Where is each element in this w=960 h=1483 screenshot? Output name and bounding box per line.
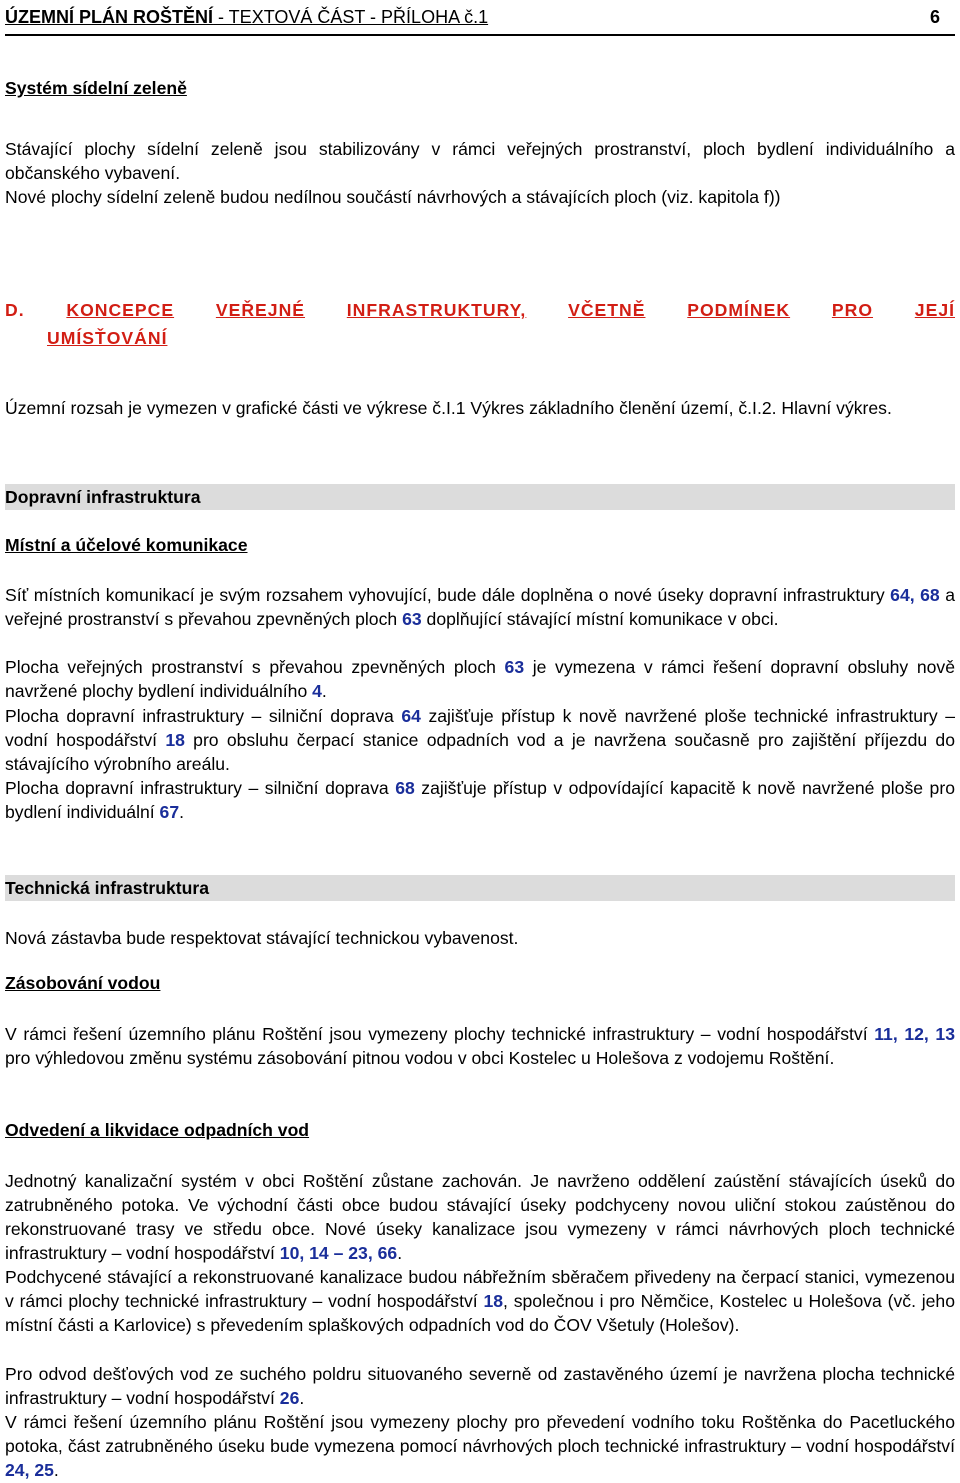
area-number: 24, 25	[5, 1460, 54, 1480]
transport-paragraph-3	[5, 704, 955, 776]
sewer-subheading: Odvedení a likvidace odpadních vod	[5, 1120, 310, 1140]
sewer-paragraph-4	[5, 1410, 955, 1482]
area-number: 18	[165, 730, 185, 750]
section-d-word: VČETNĚ	[568, 300, 646, 320]
sewer-paragraph-2	[5, 1265, 955, 1337]
section-d-intro: Územní rozsah je vymezen v grafické části ve výkrese č.I.1 Výkres základního členění území, č.I.2. Hlavní výkres.	[5, 398, 892, 418]
text-run: .	[53, 1460, 59, 1480]
page-header	[5, 4, 955, 36]
text-run: a veřejné prostranství s převahou zpevněných ploch	[5, 585, 955, 629]
water-subheading: Zásobování vodou	[5, 973, 161, 993]
area-number: 64, 68	[890, 585, 940, 605]
text-run: Podchycené stávající a rekonstruované kanalizace budou nábřežním sběračem přivedeny na čerpací stanici, vymezenou v rámci plochy technické infrastruktury – vodní hospodářství	[5, 1267, 955, 1311]
area-number: 63	[504, 657, 525, 677]
page-number: 6	[929, 7, 940, 27]
area-number: 10, 14 – 23, 66	[279, 1243, 398, 1263]
area-number: 11, 12, 13	[874, 1024, 955, 1044]
green-heading: Systém sídelní zeleně	[5, 78, 187, 98]
text-run: V rámci řešení územního plánu Roštění jsou vymezeny plochy pro převedení vodního toku Roštěnka do Pacetluckého potoka, část zatrubněného úseku bude vymezena pomocí návrhových ploch technické infrastruktury – vodní hospodářství	[5, 1412, 955, 1456]
text-run: Plocha veřejných prostranství s převahou zpevněných ploch	[5, 657, 505, 677]
section-d-word: JEJÍ	[914, 300, 955, 320]
area-number: 64	[401, 706, 421, 726]
transport-paragraph-4	[5, 776, 955, 824]
section-d-word: INFRASTRUKTURY,	[346, 300, 527, 320]
area-number: 67	[159, 802, 180, 822]
section-d-word: PRO	[831, 300, 874, 320]
section-d-line-2-text: UMÍSŤOVÁNÍ	[47, 328, 168, 348]
area-number: 26	[279, 1388, 300, 1408]
text-run: zajišťuje přístup v odpovídající kapacitě k nově navržené ploše pro bydlení individuální	[5, 778, 955, 822]
technical-intro: Nová zástavba bude respektovat stávající technickou vybavenost.	[5, 928, 519, 948]
technical-heading: Technická infrastruktura	[5, 875, 955, 901]
section-d-letter: D.	[5, 300, 25, 320]
green-paragraph-1: Stávající plochy sídelní zeleně jsou stabilizovány v rámci veřejných prostranství, ploch bydlení individuálního a občanského vybavení.	[5, 139, 955, 183]
text-run: .	[299, 1388, 305, 1408]
text-run: , společnou i pro Němčice, Kostelec u Holešova (vč. jeho místní části a Karlovice) s převedením splaškových odpadních vod do ČOV Všetuly (Holešov).	[5, 1291, 955, 1335]
area-number: 63	[402, 609, 422, 629]
text-run: .	[397, 1243, 403, 1263]
sewer-paragraph-1	[5, 1169, 955, 1265]
sewer-paragraph-3	[5, 1362, 955, 1410]
text-run: V rámci řešení územního plánu Roštění jsou vymezeny plochy technické infrastruktury – vodní hospodářství	[5, 1024, 875, 1044]
text-run: Plocha dopravní infrastruktury – silniční doprava	[5, 706, 402, 726]
text-run: Jednotný kanalizační systém v obci Roštění zůstane zachován. Je navrženo oddělení zaústění stávajících úseků do zatrubněného potoka. Ve východní části obce budou stávající úseky podchyceny novou uliční stokou zaústěnou do rekonstruované trasy ve středu obce. Nové úseky kanalizace jsou vymezeny v rámci návrhových ploch technické infrastruktury – vodní hospodářství	[5, 1171, 955, 1263]
text-run: zajišťuje přístup k nově navržené ploše technické infrastruktury – vodní hospodářství	[5, 706, 955, 750]
text-run: Pro odvod dešťových vod ze suchého poldru situovaného severně od zastavěného území je navržena plocha technické infrastruktury – vodní hospodářství	[5, 1364, 955, 1408]
green-paragraph-2: Nové plochy sídelní zeleně budou nedílnou součástí návrhových a stávajících ploch (viz. kapitola f))	[5, 187, 781, 207]
section-d-word: VEŘEJNÉ	[215, 300, 306, 320]
header-title	[5, 7, 488, 28]
area-number: 68	[395, 778, 415, 798]
text-run: Plocha dopravní infrastruktury – silniční doprava	[5, 778, 396, 798]
text-run: .	[179, 802, 185, 822]
section-d-word: KONCEPCE	[66, 300, 175, 320]
section-d-line-1	[5, 296, 955, 324]
text-run: je vymezena v rámci řešení dopravní obsluhy nově navržené plochy bydlení individuálního	[5, 657, 955, 701]
transport-paragraph-1	[5, 583, 955, 631]
area-number: 4	[312, 681, 322, 701]
section-d-heading	[5, 296, 955, 352]
transport-paragraph-2	[5, 655, 955, 703]
transport-subheading: Místní a účelové komunikace	[5, 535, 248, 555]
text-run: .	[321, 681, 327, 701]
water-paragraph	[5, 1022, 955, 1070]
section-d-word: PODMÍNEK	[687, 300, 791, 320]
section-d-line-2	[5, 324, 955, 352]
header-title-bold: ÚZEMNÍ PLÁN ROŠTĚNÍ	[5, 7, 214, 27]
transport-heading: Dopravní infrastruktura	[5, 484, 955, 510]
header-title-rest: - TEXTOVÁ ČÁST - PŘÍLOHA č.1	[213, 7, 489, 27]
text-run: Síť místních komunikací je svým rozsahem vyhovující, bude dále doplněna o nové úseky dopravní infrastruktury	[5, 585, 891, 605]
text-run: doplňující stávající místní komunikace v obci.	[421, 609, 779, 629]
text-run: pro výhledovou změnu systému zásobování pitnou vodou v obci Kostelec u Holešova z vodojemu Roštění.	[5, 1048, 835, 1068]
area-number: 18	[483, 1291, 504, 1311]
text-run: pro obsluhu čerpací stanice odpadních vod a je navržena současně pro zajištění příjezdu do stávajícího výrobního areálu.	[5, 730, 955, 774]
